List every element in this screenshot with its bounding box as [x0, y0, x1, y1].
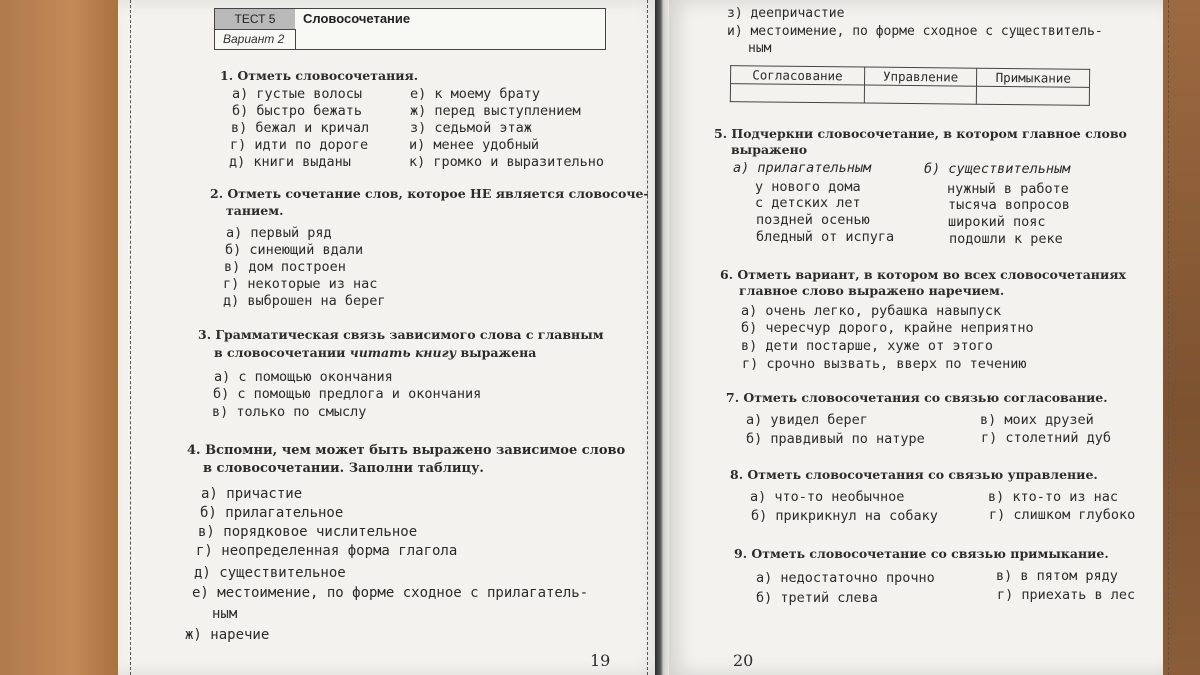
q1-option[interactable]: з) седьмой этаж — [410, 120, 532, 136]
q8-option[interactable]: г) слишком глубоко — [989, 507, 1136, 523]
q7-option[interactable]: б) правдивый по натуре — [746, 431, 925, 447]
q1-option[interactable]: и) менее удобный — [409, 137, 540, 153]
test-title: Словосочетание — [303, 11, 411, 26]
q5-phrase[interactable]: подошли к реке — [949, 231, 1063, 247]
q2-option[interactable]: в) дом построен — [224, 259, 346, 275]
q5-label-a: а) прилагательным — [733, 160, 872, 176]
table-cell[interactable] — [977, 86, 1090, 105]
q4-option: б) прилагательное — [200, 505, 344, 521]
q2-option[interactable]: д) выброшен на берег — [223, 293, 386, 309]
q6-option[interactable]: г) срочно вызвать, вверх по течению — [742, 356, 1027, 372]
question-6: 6. Отметь вариант, в котором во всех словосочетаниях — [720, 267, 1126, 282]
q5-label-b: б) существительным — [924, 161, 1071, 177]
q4-option: е) местоимение, по форме сходное с прилагатель- — [192, 585, 589, 601]
table-header: Согласование — [731, 66, 865, 85]
q9-option[interactable]: б) третий слева — [756, 590, 878, 606]
header-divider — [215, 29, 295, 30]
question-5-cont: выражено — [731, 142, 808, 157]
q1-option[interactable]: б) быстро бежать — [232, 103, 363, 119]
q5-phrase[interactable]: у нового дома — [755, 179, 861, 195]
cut-line-center — [647, 0, 648, 675]
question-4: 4. Вспомни, чем может быть выражено зависимое слово — [187, 443, 626, 458]
q3-option[interactable]: б) с помощью предлога и окончания — [213, 386, 482, 402]
q3-option[interactable]: а) с помощью окончания — [214, 369, 393, 385]
q3-option[interactable]: в) только по смыслу — [212, 404, 367, 420]
page-number-left: 19 — [590, 651, 611, 670]
q5-phrase[interactable]: с детских лет — [755, 195, 861, 211]
q2-option[interactable]: а) первый ряд — [226, 225, 332, 241]
book-spine — [655, 0, 669, 675]
q2-option[interactable]: б) синеющий вдали — [225, 242, 364, 258]
q4-option: з) деепричастие — [727, 6, 845, 21]
q5-phrase[interactable]: широкий пояс — [948, 214, 1046, 230]
question-8: 8. Отметь словосочетания со связью управление. — [730, 467, 1098, 482]
table-header: Примыкание — [977, 68, 1090, 87]
q6-option[interactable]: в) дети постарше, хуже от этого — [741, 338, 993, 354]
table-cell[interactable] — [730, 84, 864, 103]
q7-option[interactable]: в) моих друзей — [980, 412, 1094, 428]
q2-option[interactable]: г) некоторые из нас — [223, 276, 378, 292]
q8-option[interactable]: а) что-то необычное — [750, 489, 905, 505]
q1-option[interactable]: в) бежал и кричал — [231, 120, 370, 136]
q4-option: г) неопределенная форма глагола — [196, 543, 458, 559]
question-1: 1. Отметь словосочетания. — [220, 68, 419, 83]
q7-option[interactable]: а) увидел берег — [746, 412, 868, 428]
q4-option: ж) наречие — [185, 627, 270, 643]
q4-option-cont: ным — [748, 41, 772, 56]
table-cell[interactable] — [864, 85, 977, 104]
q1-option[interactable]: е) к моему брату — [410, 86, 541, 102]
q6-option[interactable]: а) очень легко, рубашка навыпуск — [741, 303, 1002, 319]
q4-option: в) порядковое числительное — [198, 524, 418, 540]
dependency-table — [730, 65, 1090, 106]
q5-phrase[interactable]: бледный от испуга — [756, 229, 895, 245]
q4-option: и) местоимение, по форме сходное с существитель- — [727, 24, 1103, 39]
question-3-cont: в словосочетании читать книгу выражена — [214, 345, 537, 360]
table-header: Управление — [864, 67, 977, 86]
question-9: 9. Отметь словосочетание со связью примыкание. — [734, 546, 1109, 561]
q1-option[interactable]: г) идти по дороге — [230, 137, 369, 153]
q8-option[interactable]: б) прикрикнул на собаку — [751, 508, 938, 524]
test-header — [214, 8, 606, 50]
question-6-cont: главное слово выражено наречием. — [739, 283, 1005, 298]
q9-option[interactable]: в) в пятом ряду — [996, 568, 1118, 584]
q4-option: а) причастие — [201, 486, 303, 502]
q9-option[interactable]: а) недостаточно прочно — [756, 570, 935, 586]
question-2-cont: танием. — [226, 203, 284, 218]
q5-phrase[interactable]: тысяча вопросов — [948, 197, 1070, 213]
question-7: 7. Отметь словосочетания со связью согласование. — [726, 390, 1108, 405]
q9-option[interactable]: г) приехать в лес — [997, 587, 1136, 603]
test-variant: Вариант 2 — [223, 32, 285, 46]
question-5: 5. Подчеркни словосочетание, в котором главное слово — [714, 126, 1127, 141]
question-3: 3. Грамматическая связь зависимого слова с главным — [198, 327, 604, 342]
q4-option-cont: ным — [212, 606, 238, 622]
q5-phrase[interactable]: поздней осенью — [756, 212, 870, 228]
q1-option[interactable]: а) густые волосы — [232, 86, 363, 102]
q1-option[interactable]: д) книги выданы — [229, 154, 351, 170]
page-number-right: 20 — [733, 651, 754, 670]
q7-option[interactable]: г) столетний дуб — [981, 430, 1112, 446]
q5-phrase[interactable]: нужный в работе — [947, 181, 1069, 197]
q4-option: д) существительное — [194, 565, 346, 581]
q8-option[interactable]: в) кто-то из нас — [988, 489, 1119, 505]
q1-option[interactable]: к) громко и выразительно — [409, 154, 605, 170]
q6-option[interactable]: б) чересчур дорого, крайне неприятно — [741, 320, 1034, 336]
cut-line-left — [130, 0, 131, 675]
cut-line-right — [1168, 0, 1169, 675]
question-4-cont: в словосочетании. Заполни таблицу. — [203, 461, 484, 476]
header-divider — [295, 29, 296, 49]
q1-option[interactable]: ж) перед выступлением — [410, 103, 581, 119]
test-number: ТЕСТ 5 — [215, 9, 295, 29]
question-2: 2. Отметь сочетание слов, которое НЕ является словосоче- — [210, 186, 649, 201]
